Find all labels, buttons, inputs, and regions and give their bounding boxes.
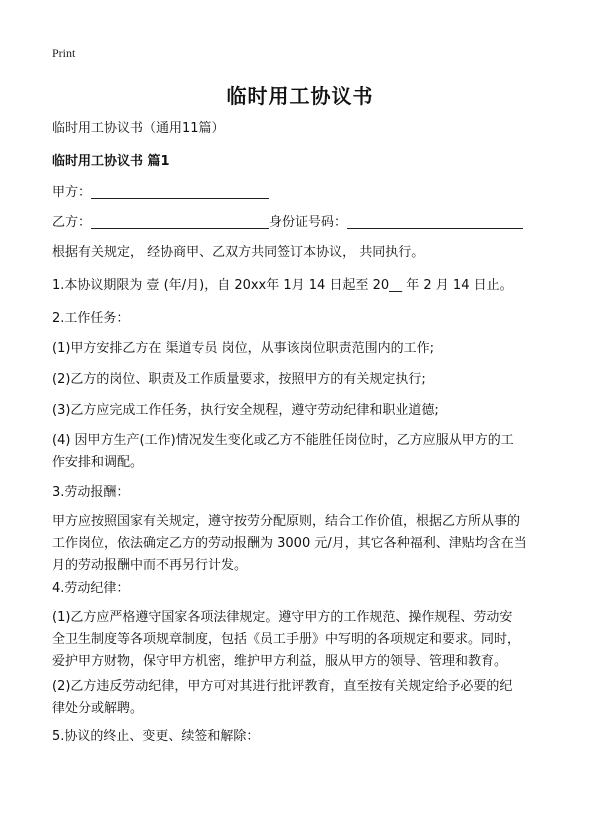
document-subtitle: 临时用工协议书（通用11篇）	[52, 121, 225, 136]
party-b-label: 乙方：	[52, 215, 92, 230]
clause-4-item-2	[52, 676, 552, 720]
clause-2-item-3: (3)乙方应完成工作任务，执行安全规程，遵守劳动纪律和职业道德;	[52, 403, 439, 418]
clause-4-item-2-line-2: 律处分或解聘。	[52, 701, 144, 716]
clause-4-item-1	[52, 607, 552, 673]
party-a-label: 甲方：	[52, 185, 92, 200]
clause-3-body	[52, 511, 552, 577]
party-b-blank	[91, 214, 269, 229]
id-label: 身份证号码：	[269, 215, 348, 230]
id-number-blank	[347, 214, 523, 229]
clause-2-title: 2.工作任务：	[52, 311, 130, 326]
print-link[interactable]: Print	[52, 46, 76, 60]
party-a-blank	[91, 184, 269, 199]
clause-2-item-4	[52, 430, 552, 474]
clause-3-title: 3.劳动报酬：	[52, 485, 130, 500]
clause-4-item-1-line-1: (1)乙方应严格遵守国家各项法律规定。遵守甲方的工作规范、操作规程、劳动安	[52, 610, 513, 625]
clause-3-line-1: 甲方应按照国家有关规定，遵守按劳分配原则，结合工作价值，根据乙方所从事的	[52, 514, 521, 529]
clause-2-item-4-line-1: (4) 因甲方生产(工作)情况发生变化或乙方不能胜任岗位时，乙方应服从甲方的工	[52, 433, 514, 448]
party-b-line	[52, 212, 552, 234]
clause-4-item-1-line-2: 全卫生制度等各项规章制度，包括《员工手册》中写明的各项规定和要求。同时，	[52, 632, 521, 647]
clause-4-title: 4.劳动纪律：	[52, 581, 130, 596]
clause-2-item-2: (2)乙方的岗位、职责及工作质量要求，按照甲方的有关规定执行;	[52, 372, 426, 387]
clause-4-item-1-line-3: 爱护甲方财物，保守甲方机密，维护甲方利益，服从甲方的领导、管理和教育。	[52, 654, 508, 669]
clause-2-item-1: (1)甲方安排乙方在 渠道专员 岗位，从事该岗位职责范围内的工作;	[52, 341, 435, 356]
clause-5-title: 5.协议的终止、变更、续签和解除：	[52, 729, 260, 744]
document-title: 临时用工协议书	[226, 84, 374, 108]
section-heading: 临时用工协议书 篇1	[52, 154, 170, 169]
clause-4-item-2-line-1: (2)乙方违反劳动纪律，甲方可对其进行批评教育，直至按有关规定给予必要的纪	[52, 679, 513, 694]
clause-3-line-3: 月的劳动报酬中而不再另行计发。	[52, 558, 248, 573]
intro-paragraph: 根据有关规定， 经协商甲、乙双方共同签订本协议， 共同执行。	[52, 245, 425, 260]
clause-2-item-4-line-2: 作安排和调配。	[52, 455, 144, 470]
clause-1: 1.本协议期限为 壹 (年/月)，自 20xx年 1月 14 日起至 20__ 年 2 月 14 日止。	[52, 278, 513, 293]
clause-3-line-2: 工作岗位，依法确定乙方的劳动报酬为 3000 元/月，其它各种福利、津贴均含在当	[52, 536, 527, 551]
party-a-line	[52, 182, 552, 204]
